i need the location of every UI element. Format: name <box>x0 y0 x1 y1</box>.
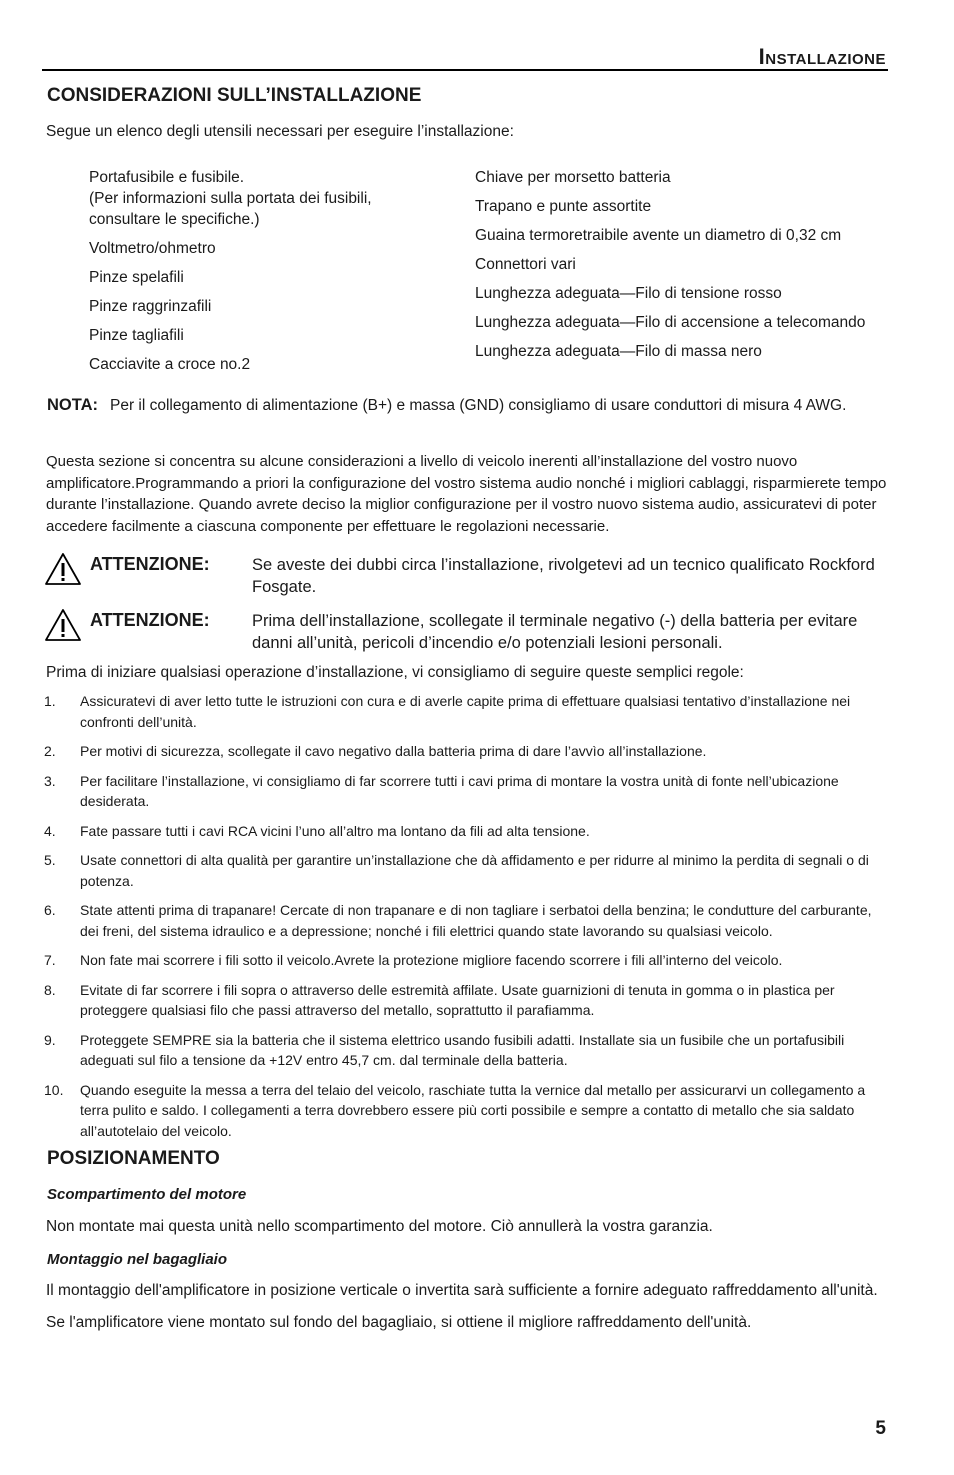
rules-list <box>44 691 889 1150</box>
tool-item: Guaina termoretraibile avente un diametro di 0,32 cm <box>475 227 842 244</box>
rule-number: 4. <box>44 822 56 839</box>
warning-triangle-icon <box>44 552 82 586</box>
rule-item <box>44 771 889 812</box>
rule-item <box>44 691 889 732</box>
rule-item <box>44 950 889 971</box>
rule-number: 5. <box>44 852 56 868</box>
tools-intro: Segue un elenco degli utensili necessari per eseguire l’installazione: <box>46 123 514 140</box>
rule-number: 2. <box>44 743 56 759</box>
rule-text: Non fate mai scorrere i fili sotto il veicolo.Avrete la protezione migliore facendo scorrere i fili all’interno del veicolo. <box>80 952 783 968</box>
tools-list-right <box>475 167 895 362</box>
warning-box-1 <box>44 552 884 602</box>
section-header: Installazione <box>758 44 886 69</box>
considerations-heading: CONSIDERAZIONI SULL’INSTALLAZIONE <box>47 85 422 106</box>
warning-label: ATTENZIONE: <box>90 610 210 630</box>
rule-text: Fate passare tutti i cavi RCA vicini l’uno all’altro ma lontano da fili ad alta tensione. <box>80 822 590 839</box>
tool-item: Pinze raggrinzafili <box>89 298 212 315</box>
rule-number: 7. <box>44 952 56 968</box>
rule-item <box>44 850 889 891</box>
tools-list-left <box>89 167 429 375</box>
rule-item <box>44 1030 889 1071</box>
note-label: NOTA: <box>47 396 99 414</box>
tool-item: Cacciavite a croce no.2 <box>89 356 251 373</box>
tool-item: Chiave per morsetto batteria <box>475 169 671 186</box>
tool-item: Connettori vari <box>475 256 576 273</box>
tool-item: Lunghezza adeguata—Filo di accensione a telecomando <box>475 314 866 331</box>
rule-text: Proteggete SEMPRE sia la batteria che il sistema elettrico usando fusibili adatti. Installate sia un fusibile che un portafusibili adeguati sul filo a tensione da +12V entro 45,7 cm. dal terminale della batteria. <box>80 1031 845 1068</box>
rule-text: Assicuratevi di aver letto tutte le istruzioni con cura e di averle capite prima di effettuare qualsiasi tentativo d’installazione nei confronti dell’unità. <box>80 693 851 730</box>
rule-text: Per facilitare l’installazione, vi consigliamo di far scorrere tutti i cavi prima di montare la vostra unità di fonte nell’ubicazione desiderata. <box>80 772 839 809</box>
rule-number: 1. <box>44 693 56 709</box>
tool-item: Lunghezza adeguata—Filo di tensione rosso <box>475 285 782 302</box>
warning-box-2 <box>44 608 884 658</box>
rule-item <box>44 821 889 842</box>
tool-item-note: (Per informazioni sulla portata dei fusibili, <box>89 190 372 207</box>
rule-text: State attenti prima di trapanare! Cercate di non trapanare e di non tagliare i serbatoi della benzina; le condutture del carburante, dei freni, del sistema idraulico e a depressione; nonché i fili elettrici quando state lavorando su qualsiasi veicolo. <box>80 902 872 939</box>
rule-text: Evitate di far scorrere i fili sopra o attraverso delle estremità affilate. Usate guarnizioni di tenuta in gomma o in plastica per proteggere qualsiasi filo che passi attraverso del metallo, soprattutto il parafiamma. <box>80 981 835 1018</box>
rule-number: 6. <box>44 902 56 918</box>
trunk-subheading: Montaggio nel bagagliaio <box>47 1251 227 1268</box>
engine-text: Non montate mai questa unità nello scompartimento del motore. Ciò annullerà la vostra garanzia. <box>46 1218 713 1235</box>
considerations-paragraph: Questa sezione si concentra su alcune considerazioni a livello di veicolo inerenti all’installazione del vostro nuovo amplificatore.Programmando a priori la configurazione del vostro sistema audio nonché i migliori cablaggi, risparmierete tempo durante l’installazione. Quando avrete deciso la miglior configurazione per il vostro nuovo sistema audio, assicuratevi di poter accedere facilmente a ciascuna componente per effettuare le regolazioni necessarie. <box>46 453 887 535</box>
rules-intro: Prima di iniziare qualsiasi operazione d’installazione, vi consigliamo di seguire queste semplici regole: <box>46 664 744 681</box>
tool-item-note: consultare le specifiche.) <box>89 211 260 228</box>
warning-text: Prima dell’installazione, scollegate il terminale negativo (-) della batteria per evitare danni all’unità, pericoli d’incendio e/o potenziali lesioni personali. <box>252 612 858 652</box>
tool-item: Portafusibile e fusibile. <box>89 169 245 186</box>
rule-item <box>44 980 889 1021</box>
tool-item: Pinze tagliafili <box>89 327 184 344</box>
tool-item: Lunghezza adeguata—Filo di massa nero <box>475 343 762 360</box>
warning-text: Se aveste dei dubbi circa l’installazione, rivolgetevi ad un tecnico qualificato Rockford Fosgate. <box>252 556 875 596</box>
rule-number: 8. <box>44 981 56 998</box>
rule-text: Per motivi di sicurezza, scollegate il cavo negativo dalla batteria prima di dare l’avvìo all’installazione. <box>80 743 707 759</box>
trunk-text-1: Il montaggio dell'amplificatore in posizione verticale o invertita sarà sufficiente a fornire adeguato raffreddamento all'unità. <box>46 1282 878 1299</box>
rule-text: Quando eseguite la messa a terra del telaio del veicolo, raschiate tutta la vernice dal metallo per assicurarvi un collegamento a terra pulito e saldo. I collegamenti a terra dovrebbero essere più corti possibile e sempre a contatto di metallo che sia saldato all’autotelaio del veicolo. <box>80 1081 866 1139</box>
rule-number: 3. <box>44 772 56 789</box>
trunk-text-2: Se l'amplificatore viene montato sul fondo del bagagliaio, si ottiene il migliore raffreddamento dell'unità. <box>46 1314 752 1331</box>
rule-item <box>44 741 889 762</box>
positioning-heading: POSIZIONAMENTO <box>47 1148 220 1169</box>
note-text: Per il collegamento di alimentazione (B+) e massa (GND) consigliamo di usare conduttori di misura 4 AWG. <box>110 397 847 414</box>
rule-number: 10. <box>44 1081 64 1098</box>
warning-triangle-icon <box>44 608 82 642</box>
tool-item: Pinze spelafili <box>89 269 184 286</box>
rule-item <box>44 900 889 941</box>
rule-text: Usate connettori di alta qualità per garantire un’installazione che dà affidamento e per ridurre al minimo la perdita di segnali o di potenza. <box>80 852 869 889</box>
tool-item: Trapano e punte assortite <box>475 198 652 215</box>
engine-subheading: Scompartimento del motore <box>47 1186 247 1203</box>
page-number: 5 <box>875 1418 886 1439</box>
rule-number: 9. <box>44 1031 56 1048</box>
tool-item: Voltmetro/ohmetro <box>89 240 216 257</box>
rule-item <box>44 1080 889 1142</box>
header-rule <box>42 69 888 71</box>
warning-label: ATTENZIONE: <box>90 554 210 574</box>
